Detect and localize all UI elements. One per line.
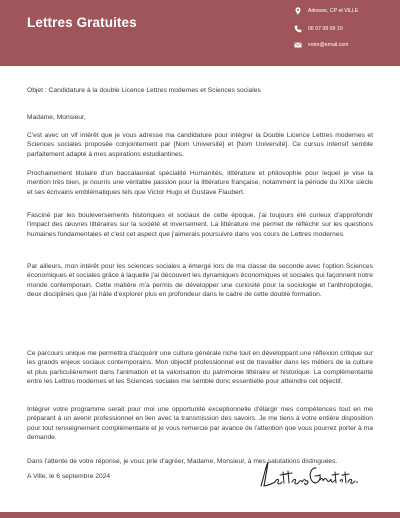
letter-closing: Dans l'attente de votre réponse, je vous prie d'agréer, Madame, Monsieur, à mes salutations distinguées.	[27, 458, 338, 465]
letter-paragraph-5: Ce parcours unique me permettra d'acquérir une culture générale riche tout en développant une réflexion critique sur les grands enjeux sociaux contemporains. Mon objectif professionnel est de travailler dans les métiers de la culture et plus particulièrement dans l'animation et la valorisation du patrimoine littéraire et historique. La complémentarité entre les Lettres modernes et les Sciences sociales me semble donc essentielle pour atteindre cet objectif.	[27, 350, 373, 386]
brand-title: Lettres Gratuites	[27, 15, 137, 30]
letter-subject: Objet : Candidature à la double Licence Lettres modernes et Sciences sociales	[27, 87, 261, 94]
contact-phone	[294, 25, 343, 33]
email-text: votre@email.com	[308, 42, 349, 48]
phone-text: 06 07 08 09 10	[308, 26, 343, 32]
footer-bar	[0, 512, 400, 518]
phone-icon	[294, 25, 302, 33]
letter-paragraph-1: C'est avec un vif intérêt que je vous adresse ma candidature pour intégrer la Double Licence Lettres modernes et Sciences sociales proposée conjointement par [Nom Université] et [Nom Université]. Ce cursus intensif semble parfaitement adapté à mes aspirations estudiantines.	[27, 132, 373, 158]
email-icon	[294, 41, 302, 49]
contact-address	[294, 7, 358, 15]
letter-paragraph-6: Intégrer votre programme serait pour moi une opportunité exceptionnelle d'élargir mes compétences tout en me préparant à un avenir professionnel en lien avec la transmission des savoirs. Je me tiens à votre entière disposition pour tout renseignement complémentaire et je vous remercie par avance de l'attention que vous pourrez porter à ma demande.	[27, 406, 373, 442]
letter-paragraph-4: Par ailleurs, mon intérêt pour les sciences sociales a émergé lors de ma classe de seconde avec l'option Sciences économiques et sociales grâce à laquelle j'ai découvert les dynamiques économiques et sociales qui façonnent notre monde contemporain. Cette matière m'a permis de développer une curiosité pour la sociologie et l'anthropologie, deux disciplines que j'ai hâte d'explorer plus en profondeur dans le cadre de cette double formation.	[27, 263, 373, 299]
address-text: Adresse, CP et VILLE	[308, 8, 359, 14]
place-date: A Ville, le 6 septembre 2024	[27, 473, 111, 480]
letter-paragraph-3: Fasciné par les bouleversements historiques et sociaux de cette époque, j'ai toujours été curieux d'approfondir l'impact des œuvres littéraires sur la société et inversement. La littérature me permet de réfléchir sur les questions humaines fondamentales et c'est cet aspect que j'aimerais poursuivre dans vos cours de Lettres modernes.	[27, 212, 373, 238]
letter-salutation: Madame, Monsieur,	[27, 114, 86, 121]
contact-email	[294, 41, 348, 49]
letter-paragraph-2: Prochainement titulaire d'un baccalauréat spécialité Humanités, littérature et philosophie pour lequel je vise la mention très bien, je nourris une véritable passion pour la littérature française, notamment la période du XIXe siècle et ses écrivains emblématiques tels que Victor Hugo et Gustave Flaubert.	[27, 170, 373, 196]
handwritten-signature	[256, 458, 360, 492]
location-pin-icon	[294, 7, 302, 15]
header-banner	[0, 0, 400, 66]
